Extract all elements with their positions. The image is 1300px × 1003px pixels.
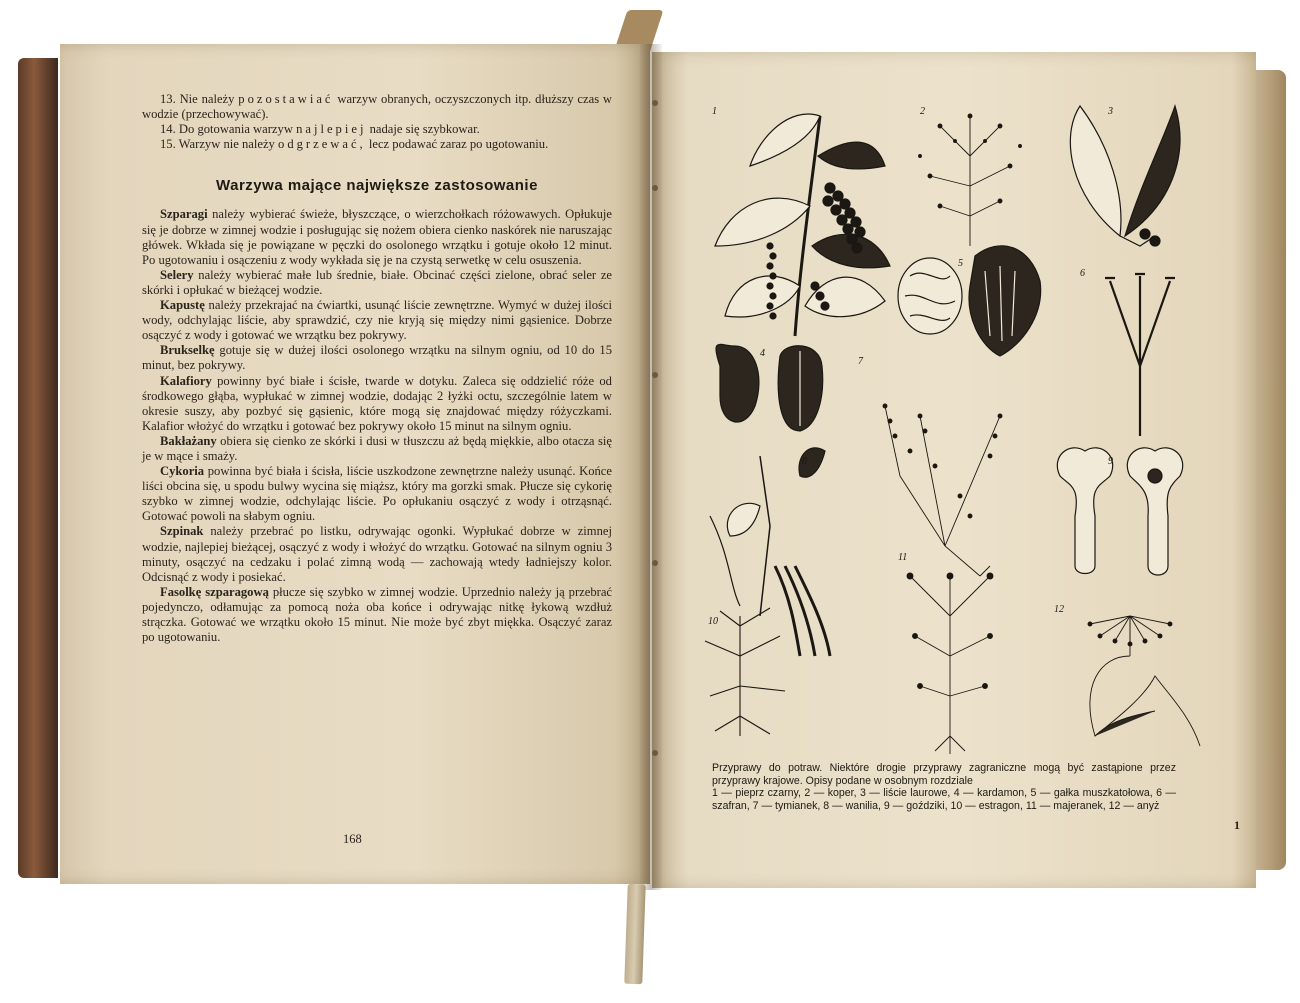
binding-stitch	[652, 100, 658, 106]
saffron-drawing	[1105, 274, 1175, 436]
clove-drawing	[1057, 448, 1182, 575]
section-heading: Warzywa mające największe zastosowanie	[216, 177, 538, 195]
entry-cykoria: Cykoria powinna być biała i ścisła, liście uszkodzone zewnętrzne należy usunąć. Końce liści obcina się, u spodu bulwy wycina się miąższ, który ma gorzki smak. Płucze się cykorię szybko w zimnej wodzie, odchylając liście. Po opłukaniu osączyć z wody i otrząsnąć. Gotować powoli na słabym ogniu.	[142, 464, 612, 524]
figure-number: 7	[858, 356, 863, 367]
binding-stitch	[652, 560, 658, 566]
rule-13: 13. Nie należy pozostawiać warzyw obranych, oczyszczonych itp. dłuższy czas w wodzie (przechowywać).	[142, 92, 613, 122]
bookmark-ribbon-bottom	[624, 884, 645, 985]
caption-title: Przyprawy do potraw. Niektóre drogie przyprawy zagraniczne mogą być zastąpione przez przyprawy krajowe. Opisy podane w osobnym rozdziale	[712, 762, 1176, 787]
thyme-plant-drawing	[883, 404, 1002, 576]
binding-stitch	[652, 185, 658, 191]
figure-number: 3	[1108, 106, 1113, 117]
bay-leaf-drawing	[1070, 106, 1180, 246]
entry-fasolka: Fasolkę szparagową płucze się szybko w zimnej wodzie. Uprzednio należy ją przebrać pojedynczo, odłamując za pomocą noża oba końce i odrywając nitkę łykową wzdłuż strączka. Gotować we wrzątku około 15 minut. Nie może być zbyt miękka. Osączyć zaraz po ugotowaniu.	[142, 584, 612, 645]
rule-15: 15. Warzyw nie należy odgrzewać, lecz podawać zaraz po ugotowaniu.	[160, 137, 549, 152]
entry-kapusta: Kapustę należy przekrajać na ćwiartki, usunąć liście zewnętrzne. Wymyć w dużej ilości wody, odchylając liście, aby sprawdzić, czy nie kryją się między nimi gąsienice. Dobrze osączyć z wody i gotować we wrzątku bez pokrywy.	[142, 298, 612, 343]
page-edge-mark: 1	[1234, 818, 1240, 832]
binding-stitch	[652, 372, 658, 378]
figure-number: 5	[958, 258, 963, 269]
plate-caption	[712, 762, 1176, 812]
figure-number: 10	[708, 616, 718, 627]
spice-illustration-plate	[700, 96, 1220, 756]
entry-selery: Selery należy wybierać małe lub średnie, białe. Obcinać części zielone, obrać seler ze skórki i opłukać w bieżącej wodzie.	[142, 267, 612, 297]
figure-number: 11	[898, 552, 908, 563]
entry-szparagi: Szparagi należy wybierać świeże, błyszczące, o wierzchołkach różowawych. Opłukuje się je dobrze w zimnej wodzie i posługując się nożem obiera cienko naskórek nie naruszając główek. Wkłada się je powiązane w pęczki do osolonego wrzątku i gotuje około 12 minut. Po ugotowaniu i osączeniu z wody wykłada się je na czystą serwetkę w celu osuszenia.	[142, 207, 612, 267]
pepper-plant-drawing	[715, 114, 890, 336]
dill-plant-drawing	[919, 114, 1022, 246]
entry-kalafiory: Kalafiory powinny być białe i ścisłe, twarde w dotyku. Zaleca się oddzielić róże od środkowego głąba, wypłukać w zimnej wodzie, dodając 2 łyżki octu, szczególnie latem w okresie suszy, aby pozbyć się gąsienic, które mogą się znajdować między różyczkami. Kalafior włożyć do wrzątku i gotować bez pokrywy około 15 minut na silnym ogniu.	[142, 373, 612, 433]
caption-legend: 1 — pieprz czarny, 2 — koper, 3 — liście laurowe, 4 — kardamon, 5 — gałka muszkatołowa, 6 — szafran, 7 — tymianek, 8 — wanilia, 9 — goździki, 10 — estragon, 11 — majeranek, 12 — anyż	[712, 787, 1176, 812]
figure-number: 2	[920, 106, 925, 117]
entry-brukselka: Brukselkę gotuje się w dużej ilości osolonego wrzątku na silnym ogniu, od 10 do 15 minut, bez pokrywy.	[142, 343, 612, 373]
binding-stitch	[652, 750, 658, 756]
figure-number: 1	[712, 106, 717, 117]
entry-baklazany: Bakłażany obiera się cienko ze skórki i dusi w tłuszczu aż będą miękkie, albo otacza się je w mące i smaży.	[142, 433, 612, 463]
figure-number: 6	[1080, 268, 1085, 279]
left-page-text	[142, 92, 612, 645]
vanilla-plant-drawing	[710, 448, 830, 656]
figure-number: 4	[760, 348, 765, 359]
rule-14: 14. Do gotowania warzyw najlepiej nadaje się szybkowar.	[160, 122, 480, 137]
page-number: 168	[343, 832, 362, 846]
entry-szpinak: Szpinak należy przebrać po listku, odrywając ogonki. Wypłukać dobrze w zimnej wodzie, najlepiej bieżącej, osączyć z wody i włożyć do wrzątku. Gotować na silnym ogniu 3 minuty, osączyć na cedzaku i polać zimną wodą — zachowają wtedy ładniejszy kolor. Odcisnąć z wody i posiekać.	[142, 524, 612, 584]
tarragon-plant-drawing	[705, 608, 785, 736]
spine-gutter	[640, 44, 662, 890]
figure-number: 8	[802, 456, 807, 467]
cardamom-drawing	[716, 344, 823, 431]
book-cover-edge	[18, 58, 58, 878]
figure-number: 9	[1108, 456, 1113, 467]
nutmeg-drawing	[898, 246, 1041, 356]
anise-plant-drawing	[1088, 616, 1200, 746]
figure-number: 12	[1054, 604, 1064, 615]
marjoram-plant-drawing	[907, 573, 993, 754]
